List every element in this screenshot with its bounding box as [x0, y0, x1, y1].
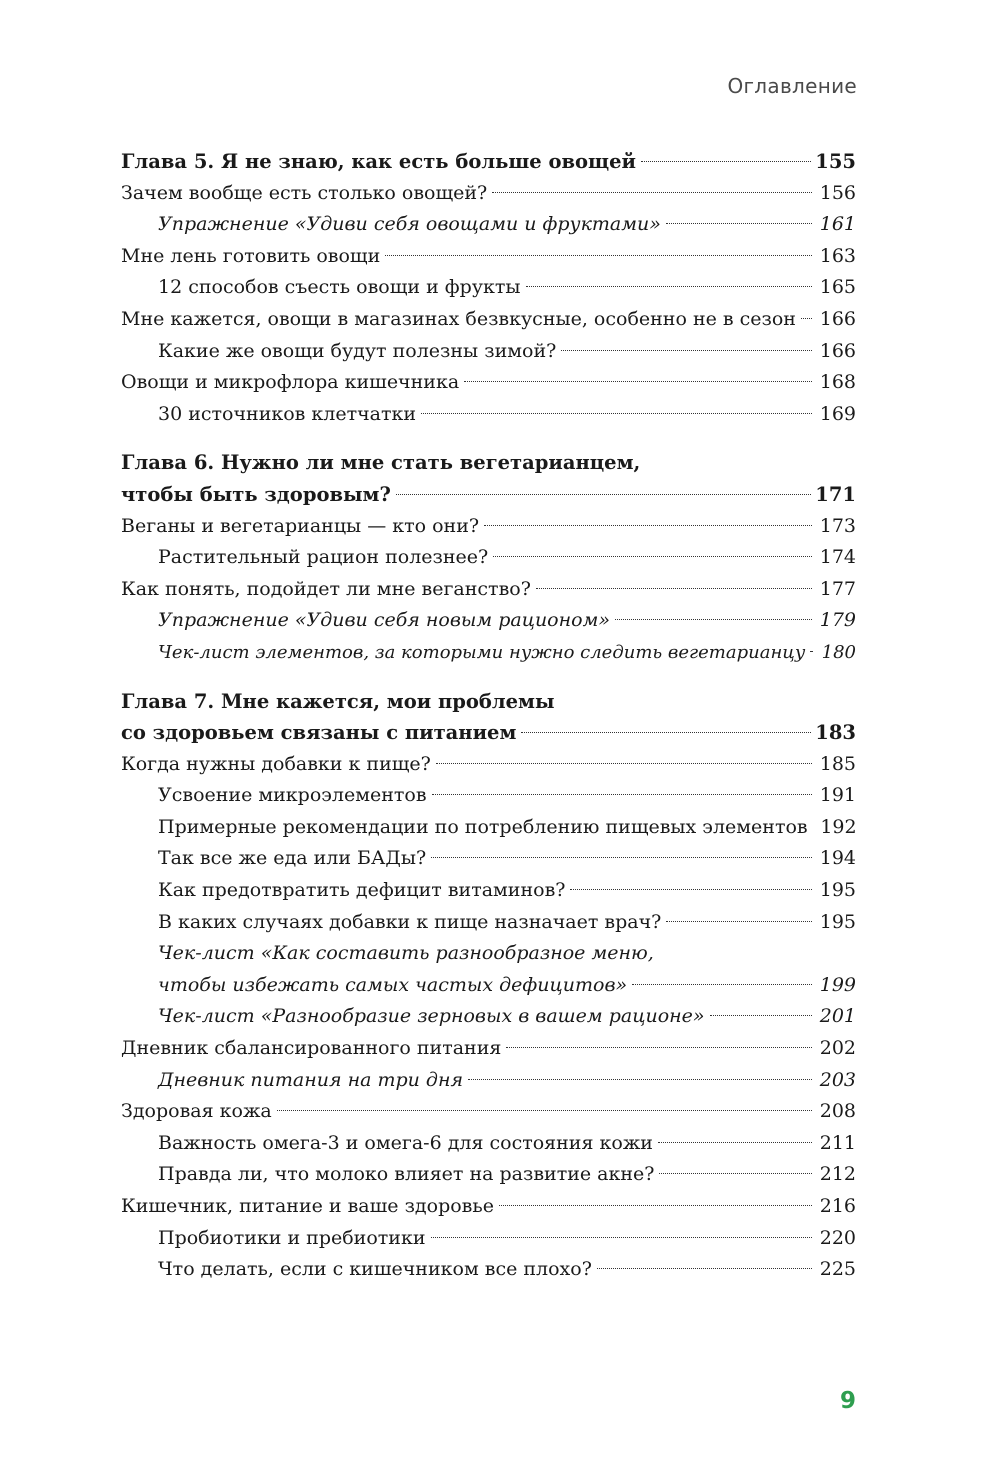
dot-leader	[484, 525, 812, 526]
entry-title: Чек-лист элементов, за которыми нужно следить вегетарианцу	[158, 641, 806, 663]
dot-leader	[561, 350, 812, 351]
dot-leader	[666, 223, 812, 224]
toc-entry[interactable]	[121, 574, 856, 606]
chapter-title-line-1[interactable]: Глава 7. Мне кажется, мои проблемы	[121, 689, 555, 713]
entry-title: Веганы и вегетарианцы — кто они?	[121, 514, 480, 537]
entry-title: Здоровая кожа	[121, 1100, 272, 1123]
toc-entry-line-1[interactable]: Чек-лист «Как составить разнообразное меню,	[158, 942, 654, 965]
dot-leader	[570, 889, 812, 890]
dot-leader	[632, 984, 812, 985]
entry-title: Как предотвратить дефицит витаминов?	[158, 879, 566, 902]
page-ref: 179	[819, 609, 856, 632]
chapter-heading[interactable]	[121, 146, 856, 178]
chapter-heading[interactable]	[121, 717, 856, 749]
page-ref: 183	[815, 721, 856, 745]
dot-leader	[493, 556, 812, 557]
page-ref: 161	[819, 213, 856, 236]
page-ref: 165	[819, 276, 856, 299]
page-ref: 177	[819, 577, 856, 600]
page-ref: 216	[819, 1195, 856, 1217]
entry-title: Мне кажется, овощи в магазинах безвкусные, особенно не в сезон	[121, 307, 796, 330]
toc-entry[interactable]	[121, 1128, 856, 1160]
toc-entry[interactable]	[121, 336, 856, 368]
toc-entry[interactable]	[121, 875, 856, 907]
page-ref: 174	[819, 546, 856, 569]
toc-entry[interactable]	[121, 511, 856, 543]
entry-title: Чек-лист «Разнообразие зерновых в вашем рационе»	[158, 1005, 705, 1028]
entry-title: Что делать, если с кишечником все плохо?	[158, 1258, 592, 1281]
dot-leader	[615, 619, 812, 620]
dot-leader	[810, 651, 812, 652]
dot-leader	[658, 1142, 812, 1143]
entry-title: Мне лень готовить овощи	[121, 244, 381, 267]
entry-title: Важность омега-3 и омега-6 для состояния кожи	[158, 1131, 653, 1154]
toc-entry[interactable]	[121, 209, 856, 241]
entry-title: Пробиотики и пребиотики	[158, 1226, 426, 1249]
toc-entry[interactable]	[121, 304, 856, 336]
dot-leader	[710, 1015, 812, 1016]
dot-leader	[499, 1205, 812, 1206]
page-ref: 199	[819, 973, 856, 996]
entry-title: Упражнение «Удиви себя новым рационом»	[158, 609, 610, 632]
dot-leader	[432, 794, 812, 795]
dot-leader	[666, 921, 812, 922]
dot-leader	[385, 255, 812, 256]
running-head: Оглавление	[727, 74, 857, 98]
entry-title: Примерные рекомендации по потреблению пищевых элементов	[158, 815, 808, 838]
entry-title: Какие же овощи будут полезны зимой?	[158, 339, 557, 362]
dot-leader	[431, 857, 812, 858]
page-ref: 195	[819, 910, 856, 933]
toc-entry[interactable]	[121, 637, 856, 669]
chapter-6	[121, 447, 856, 668]
dot-leader	[277, 1110, 812, 1111]
page-ref: 225	[819, 1258, 856, 1281]
dot-leader	[641, 161, 811, 162]
page-ref: 156	[819, 181, 856, 204]
entry-title: Дневник питания на три дня	[158, 1068, 464, 1091]
toc-entry[interactable]	[121, 812, 856, 844]
dot-leader	[659, 1173, 812, 1174]
toc-entry[interactable]	[121, 399, 856, 431]
page-ref: 212	[819, 1163, 856, 1186]
dot-leader	[597, 1268, 812, 1269]
dot-leader	[506, 1047, 812, 1048]
page-number: 9	[839, 1388, 856, 1414]
page-ref: 194	[819, 847, 856, 870]
page-ref: 192	[820, 815, 857, 838]
entry-title: чтобы избежать самых частых дефицитов»	[158, 973, 628, 996]
chapter-5	[121, 146, 856, 430]
page-ref: 203	[819, 1068, 856, 1091]
toc-entry[interactable]	[121, 367, 856, 399]
page-ref: 163	[819, 244, 856, 267]
dot-leader	[536, 588, 812, 589]
entry-title: Усвоение микроэлементов	[158, 784, 427, 807]
chapter-7	[121, 686, 856, 1286]
entry-title: Когда нужны добавки к пище?	[121, 752, 431, 775]
toc-entry[interactable]	[121, 605, 856, 637]
toc-entry[interactable]	[121, 1033, 856, 1065]
dot-leader	[801, 318, 812, 319]
entry-title: Так все же еда или БАДы?	[158, 847, 427, 870]
dot-leader	[421, 413, 812, 414]
entry-title: Растительный рацион полезнее?	[158, 546, 489, 569]
page-ref: 202	[819, 1037, 856, 1060]
page-ref: 195	[819, 879, 856, 902]
page-ref: 191	[819, 784, 856, 807]
page-ref: 201	[819, 1005, 856, 1028]
toc-entry[interactable]	[121, 1191, 856, 1223]
chapter-title-line-2: со здоровьем связаны с питанием	[121, 721, 517, 745]
toc-entry[interactable]	[121, 1159, 856, 1191]
toc-entry[interactable]	[121, 1223, 856, 1255]
toc-entry[interactable]	[121, 178, 856, 210]
dot-leader	[526, 286, 812, 287]
chapter-heading[interactable]	[121, 479, 856, 511]
page-ref: 211	[819, 1131, 856, 1154]
toc-entry[interactable]	[121, 780, 856, 812]
entry-title: 30 источников клетчатки	[158, 402, 417, 425]
toc-entry[interactable]	[121, 907, 856, 939]
page-ref: 168	[819, 371, 856, 394]
entry-title: Овощи и микрофлора кишечника	[121, 371, 460, 394]
page-ref: 166	[819, 339, 856, 362]
toc-entry[interactable]	[121, 272, 856, 304]
entry-title: Зачем вообще есть столько овощей?	[121, 181, 488, 204]
chapter-title-line-1[interactable]: Глава 6. Нужно ли мне стать вегетарианцем,	[121, 451, 641, 475]
page-ref: 208	[819, 1100, 856, 1123]
page-ref: 180	[821, 641, 856, 663]
entry-title: В каких случаях добавки к пище назначает врач?	[158, 910, 662, 933]
chapter-title-line-2: чтобы быть здоровым?	[121, 482, 391, 506]
dot-leader	[492, 192, 812, 193]
page-ref: 155	[815, 150, 856, 173]
entry-title: Правда ли, что молоко влияет на развитие акне?	[158, 1163, 655, 1186]
dot-leader	[521, 732, 811, 733]
page-ref: 166	[819, 307, 856, 330]
dot-leader	[396, 494, 811, 495]
toc-entry[interactable]	[121, 1065, 856, 1097]
entry-title: Дневник сбалансированного питания	[121, 1037, 502, 1060]
page-ref: 171	[815, 482, 856, 506]
dot-leader	[431, 1237, 813, 1238]
dot-leader	[436, 763, 812, 764]
page-ref: 220	[819, 1226, 856, 1249]
entry-title: Кишечник, питание и ваше здоровье	[121, 1195, 494, 1217]
entry-title: Как понять, подойдет ли мне веганство?	[121, 577, 531, 600]
dot-leader	[464, 381, 812, 382]
toc-entry[interactable]	[121, 542, 856, 574]
entry-title: Упражнение «Удиви себя овощами и фруктами»	[158, 213, 661, 236]
toc-entry[interactable]	[121, 749, 856, 781]
toc-entry[interactable]	[121, 1096, 856, 1128]
toc-entry[interactable]	[121, 843, 856, 875]
page-ref: 173	[819, 514, 856, 537]
toc-entry[interactable]	[121, 970, 856, 1002]
toc-entry[interactable]	[121, 1001, 856, 1033]
entry-title: 12 способов съесть овощи и фрукты	[158, 276, 521, 299]
dot-leader	[468, 1079, 812, 1080]
toc-entry[interactable]	[121, 1254, 856, 1286]
page-ref: 185	[819, 752, 856, 775]
page-ref: 169	[819, 402, 856, 425]
table-of-contents	[121, 146, 856, 1303]
toc-entry[interactable]	[121, 241, 856, 273]
chapter-title: Глава 5. Я не знаю, как есть больше овощей	[121, 150, 636, 173]
